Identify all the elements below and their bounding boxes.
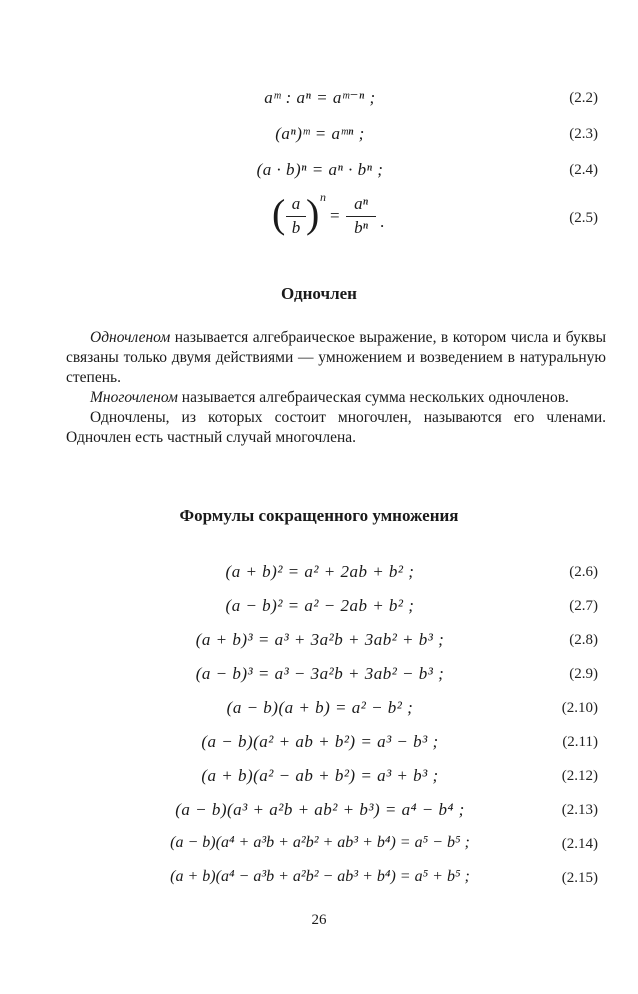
formula-row	[0, 828, 638, 862]
formula-row	[0, 556, 638, 590]
rhs-denominator: bⁿ	[354, 218, 368, 237]
formula-expression: (a + b)² = a² + 2ab + b² ;	[225, 562, 415, 581]
formula-row	[0, 760, 638, 794]
formula-number: (2.5)	[569, 210, 598, 226]
formula-number: (2.11)	[562, 734, 598, 750]
formula-number: (2.12)	[561, 768, 598, 784]
formula-number: (2.7)	[569, 598, 598, 614]
term: Многочленом	[90, 389, 178, 406]
formula-number: (2.3)	[569, 126, 598, 142]
formula-expression: (a − b)³ = a³ − 3a²b + 3ab² − b³ ;	[195, 664, 445, 683]
paragraph-text: называется алгебраическая сумма нескольких одночленов.	[177, 389, 569, 406]
formula-number: (2.8)	[569, 632, 598, 648]
formula-expression: aᵐ : aⁿ = aᵐ⁻ⁿ ;	[264, 88, 376, 107]
formula-expression: (a − b)(a³ + a²b + ab² + b³) = a⁴ − b⁴ ;	[175, 800, 465, 819]
formula-expression: (a · b)ⁿ = aⁿ · bⁿ ;	[256, 160, 384, 179]
formula-number: (2.6)	[569, 564, 598, 580]
formula-number: (2.13)	[561, 802, 598, 818]
formula-expression: (aⁿ)ᵐ = aᵐⁿ ;	[275, 124, 365, 143]
formula-row	[0, 862, 638, 896]
section-text	[66, 328, 606, 448]
paragraph-text: Одночлены, из которых состоит многочлен, называются его членами. Одночлен есть частный случай многочлена.	[66, 409, 606, 446]
page-number: 26	[311, 912, 327, 928]
formula-row	[0, 692, 638, 726]
formula-row-fraction	[0, 190, 638, 250]
formula-row	[0, 118, 638, 152]
formula-expression: (a − b)(a + b) = a² − b² ;	[226, 698, 414, 717]
power-exponent: n	[320, 190, 326, 204]
formula-expression: (a + b)(a² − ab + b²) = a³ + b³ ;	[201, 766, 439, 785]
formula-row	[0, 82, 638, 116]
paragraph	[66, 328, 606, 388]
formula-number: (2.14)	[561, 836, 598, 852]
paragraph-text: называется алгебраическое выражение, в котором числа и буквы связаны только двумя действиями — умножением и возведением в натуральную степень.	[66, 329, 606, 386]
formula-row	[0, 154, 638, 188]
formula-row	[0, 794, 638, 828]
formula-row	[0, 658, 638, 692]
formula-expression: (a + b)(a⁴ − a³b + a²b² − ab³ + b⁴) = a⁵ + b⁵ ;	[170, 868, 470, 885]
formula-expression: (a − b)(a² + ab + b²) = a³ − b³ ;	[201, 732, 439, 751]
formula-row	[0, 624, 638, 658]
lhs-numerator: a	[291, 194, 301, 213]
rhs-numerator: aⁿ	[354, 194, 368, 213]
formula-number: (2.15)	[561, 870, 598, 886]
formula-expression: (a − b)² = a² − 2ab + b² ;	[225, 596, 415, 615]
section-heading: Одночлен	[281, 284, 357, 303]
term: Одночленом	[90, 329, 171, 346]
formula-expression: (a + b)³ = a³ + 3a²b + 3ab² + b³ ;	[195, 630, 445, 649]
paragraph	[66, 388, 606, 408]
formula-number: (2.9)	[569, 666, 598, 682]
paragraph	[66, 408, 606, 448]
formula-expression: (a − b)(a⁴ + a³b + a²b² + ab³ + b⁴) = a⁵ − b⁵ ;	[170, 834, 470, 851]
lhs-denominator: b	[291, 218, 301, 237]
formula-number: (2.4)	[569, 162, 598, 178]
formula-tail: .	[380, 212, 385, 231]
fraction-formula: ( a b ) n = aⁿ bⁿ .	[272, 190, 385, 237]
section-heading: Формулы сокращенного умножения	[179, 506, 459, 525]
formula-number: (2.2)	[569, 90, 598, 106]
formula-row	[0, 726, 638, 760]
formula-row	[0, 590, 638, 624]
formula-number: (2.10)	[561, 700, 598, 716]
